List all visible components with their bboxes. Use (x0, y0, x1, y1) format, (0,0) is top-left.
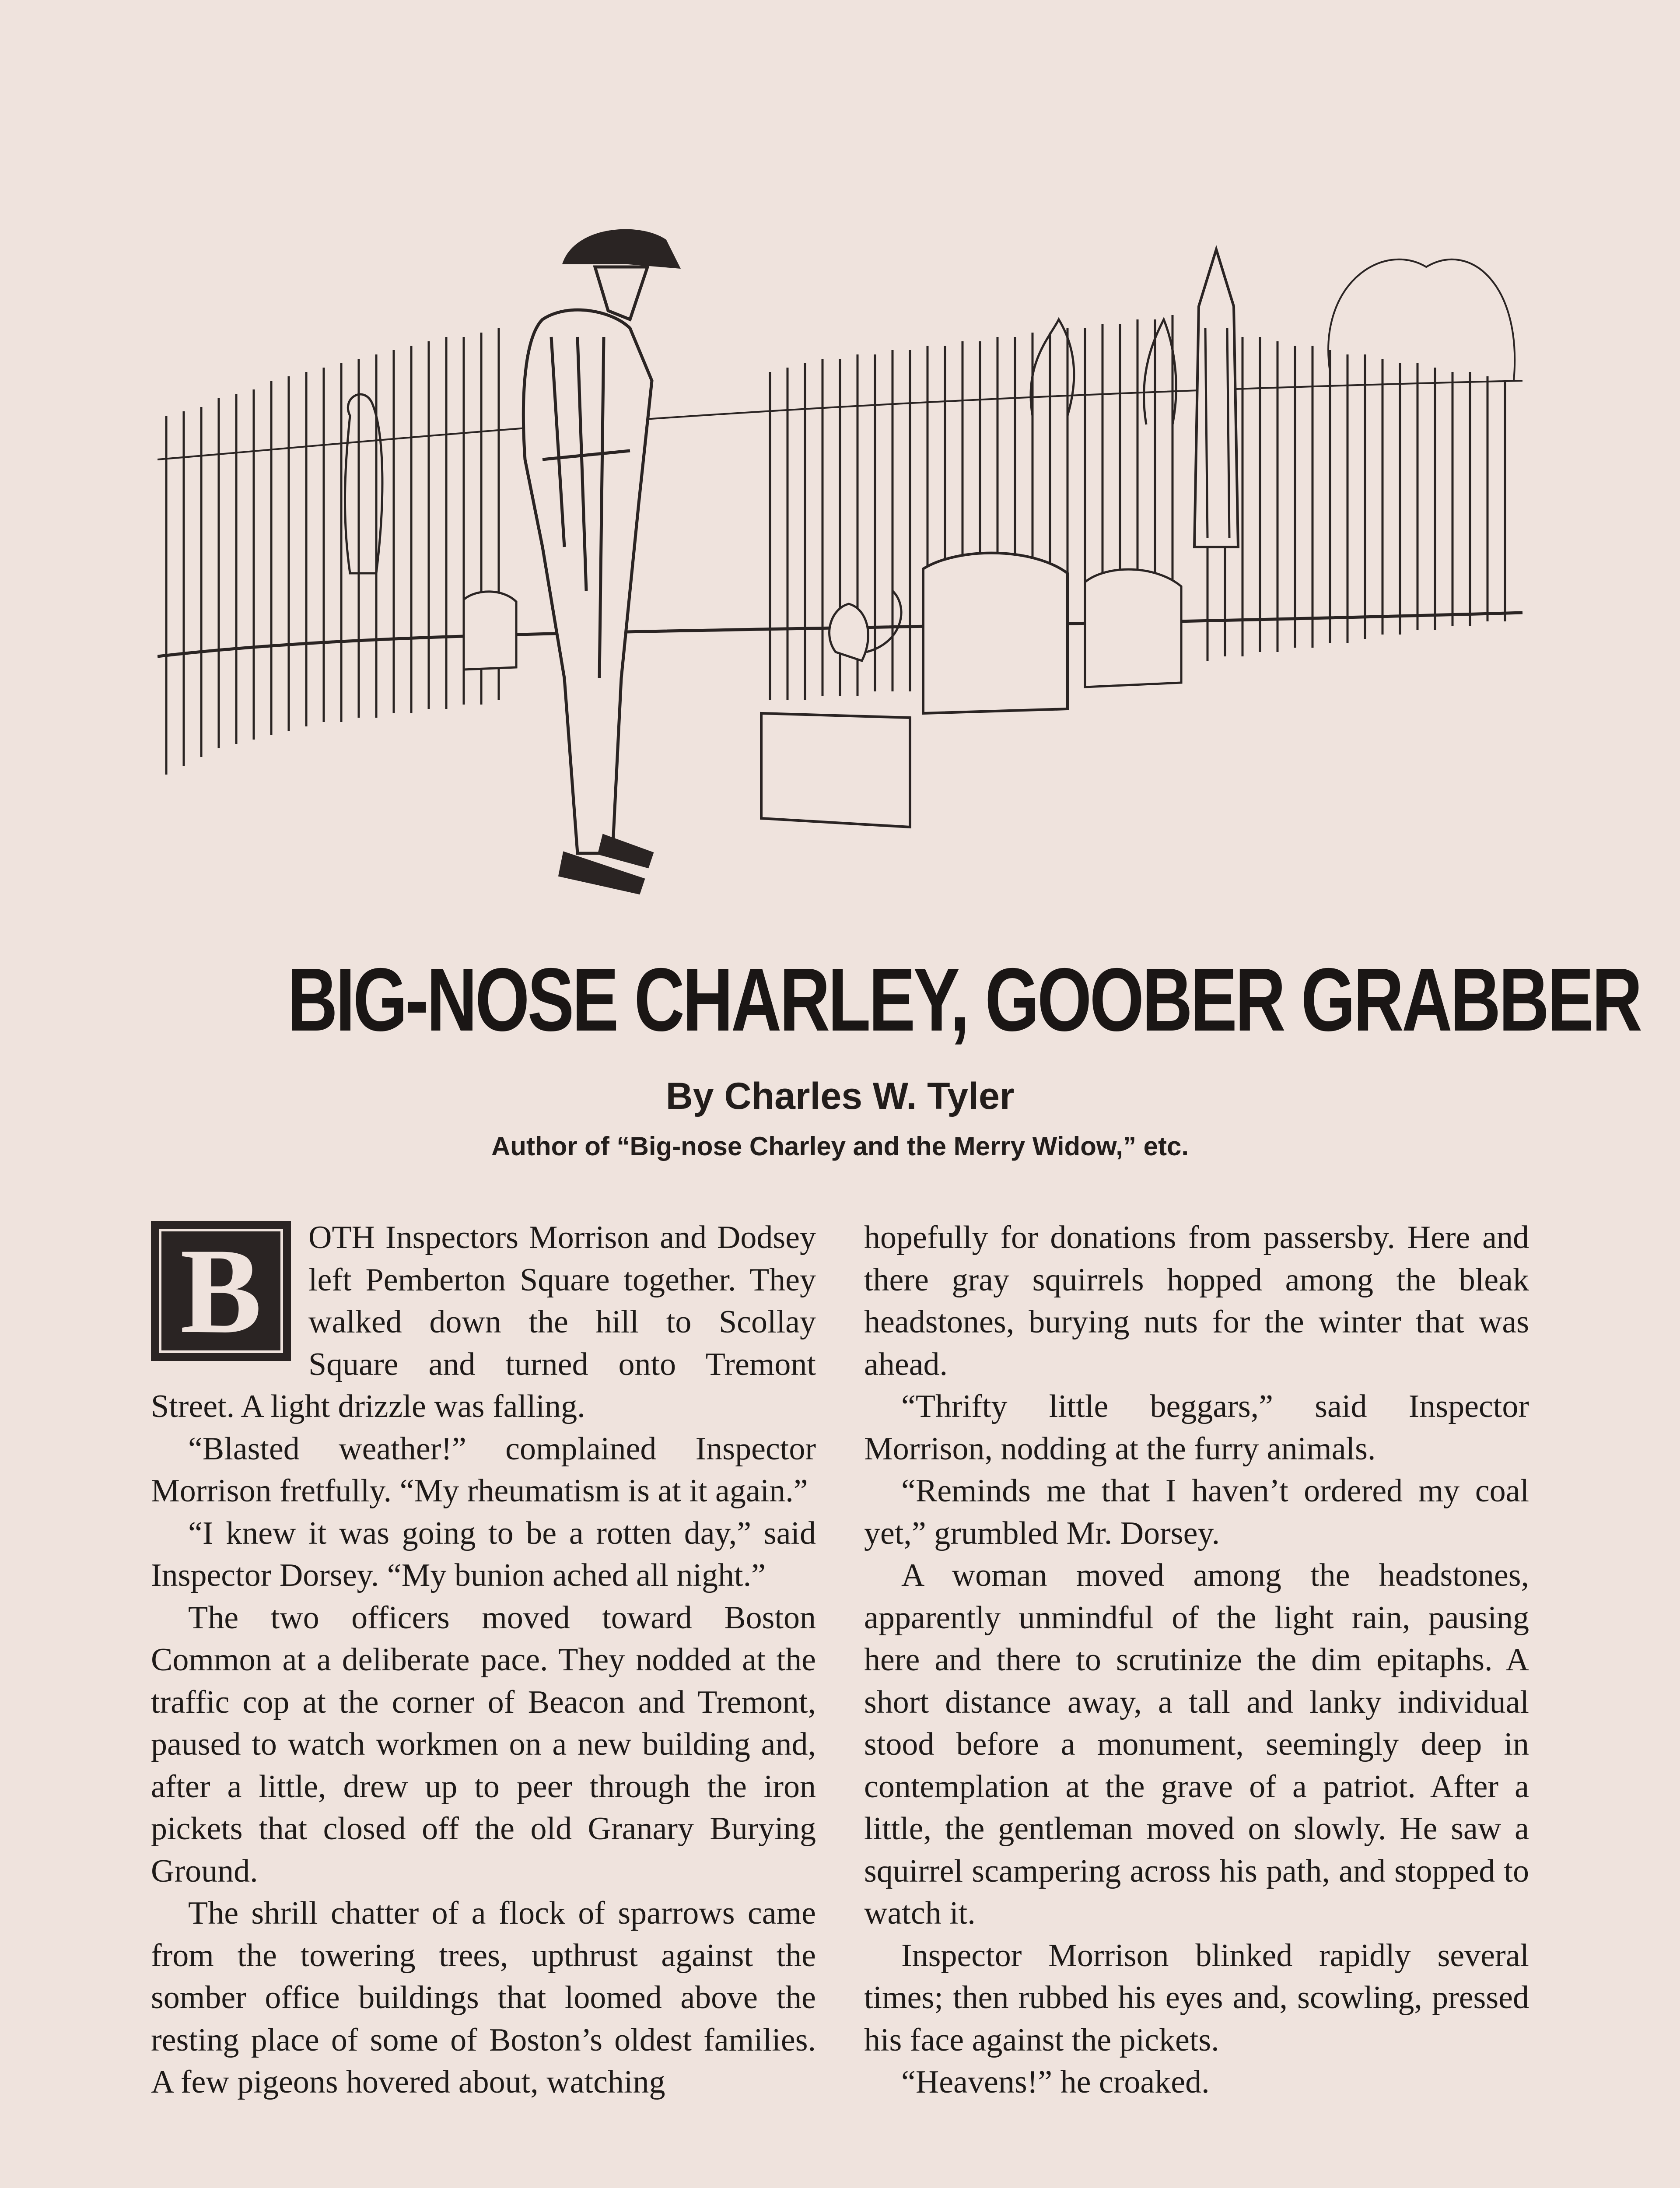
iron-fence (158, 315, 1522, 775)
paragraph: The shrill chatter of a flock of sparrows came from the towering trees, upthrust against the somber office buildings that loomed above the resting place of some of Boston’s oldest families. A few pigeons hovered about, watching (151, 1895, 816, 2100)
right-column (864, 1217, 1529, 2104)
man-figure (523, 231, 678, 893)
paragraph: hopefully for donations from passersby. Here and there gray squirrels hopped among the bleak headstones, burying nuts for the winter that was ahead. (864, 1220, 1529, 1382)
paragraph: “Thrifty little beggars,” said Inspector Morrison, nodding at the furry animals. (864, 1389, 1529, 1467)
paragraph: A woman moved among the headstones, apparently unmindful of the light rain, pausing here and there to scrutinize the dim epitaphs. A short distance away, a tall and lanky individual stood before a monument, seemingly deep in contemplation at the grave of a patriot. After a little, the gentleman moved on slowly. He saw a squirrel scampering across his path, and stopped to watch it. (864, 1557, 1529, 1931)
story-title: BIG-NOSE CHARLEY, GOOBER GRABBER (287, 950, 1641, 1050)
paragraph: “Reminds me that I haven’t ordered my coal yet,” grumbled Mr. Dorsey. (864, 1473, 1529, 1551)
paragraph: The two officers moved toward Boston Common at a deliberate pace. They nodded at the traffic cop at the corner of Beacon and Tremont, paused to watch workmen on a new building and, after a little, drew up to peer through the iron pickets that closed off the old Granary Burying Ground. (151, 1599, 816, 1889)
left-column (151, 1217, 816, 2104)
author-note: Author of “Big-nose Charley and the Merry Widow,” etc. (491, 1132, 1189, 1161)
paragraph: “Heavens!” he croaked. (901, 2064, 1210, 2100)
illustration-drawing (158, 153, 1531, 923)
graveyard-illustration (158, 153, 1531, 923)
obelisk-monument (1194, 249, 1238, 547)
byline: By Charles W. Tyler (665, 1075, 1015, 1117)
paragraph: “I knew it was going to be a rotten day,” said Inspector Dorsey. “My bunion ached all night.” (151, 1515, 816, 1593)
paragraph: “Blasted weather!” complained Inspector Morrison fretfully. “My rheumatism is at it again.” (151, 1431, 816, 1509)
paragraph: OTH Inspectors Morrison and Dodsey left Pemberton Square together. They walked down the hill to Scollay Square and turned onto Tremont Street. A light drizzle was falling. (151, 1220, 816, 1424)
drop-cap-letter: B (159, 1229, 283, 1353)
drop-cap (151, 1221, 291, 1361)
paragraph: Inspector Morrison blinked rapidly several times; then rubbed his eyes and, scowling, pressed his face against the pickets. (864, 1937, 1529, 2058)
